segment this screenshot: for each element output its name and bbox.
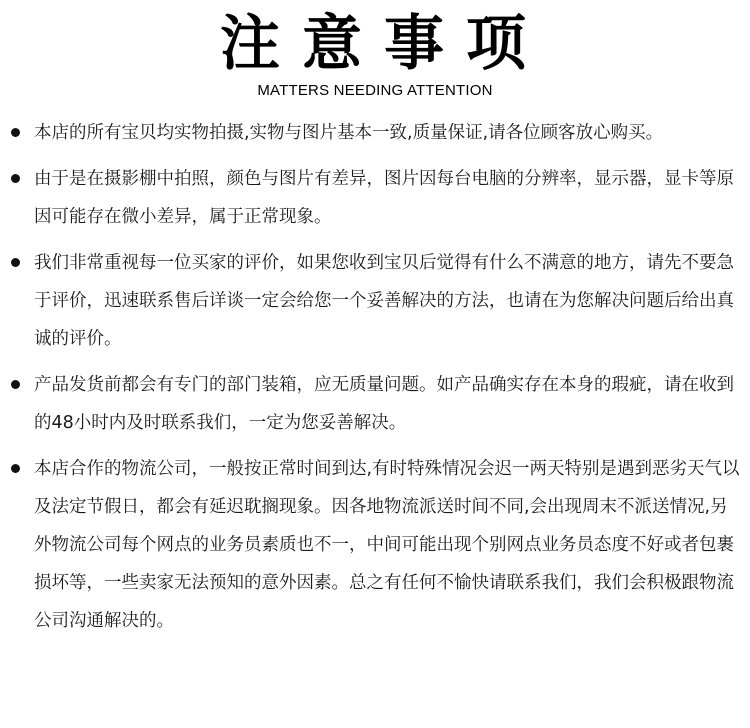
page-title: 注意事项 [220,9,548,79]
page-subtitle: MATTERS NEEDING ATTENTION [257,82,493,99]
list-item [0,244,750,358]
list-item [0,366,750,442]
list-item [0,160,750,236]
note-text: 我们非常重视每一位买家的评价，如果您收到宝贝后觉得有什么不满意的地方，请先不要急于评价，迅速联系售后详谈一定会给您一个妥善解决的方法，也请在为您解决问题后给出真诚的评价。 [34,253,734,349]
note-text: 本店合作的物流公司，一般按正常时间到达,有时特殊情况会迟一两天特别是遇到恶劣天气以及法定节假日，都会有延迟耽搁现象。因各地物流派送时间不同,会出现周末不派送情况,另外物流公司每个网点的业务员素质也不一，中间可能出现个别网点业务员态度不好或者包裹损坏等，一些卖家无法预知的意外因素。总之有任何不愉快请联系我们，我们会积极跟物流公司沟通解决的。 [34,459,740,631]
note-text: 由于是在摄影棚中拍照，颜色与图片有差异，图片因每台电脑的分辨率，显示器，显卡等原因可能存在微小差异，属于正常现象。 [34,169,734,227]
bullet-icon [11,380,20,389]
list-item [0,450,750,640]
note-text: 产品发货前都会有专门的部门装箱，应无质量问题。如产品确实存在本身的瑕疵，请在收到的48小时内及时联系我们，一定为您妥善解决。 [34,375,734,433]
bullet-icon [11,174,20,183]
note-text: 本店的所有宝贝均实物拍摄,实物与图片基本一致,质量保证,请各位顾客放心购买。 [34,123,664,143]
bullet-icon [11,464,20,473]
bullet-icon [11,128,20,137]
list-item [0,114,750,152]
notes-list [0,114,750,648]
bullet-icon [11,258,20,267]
